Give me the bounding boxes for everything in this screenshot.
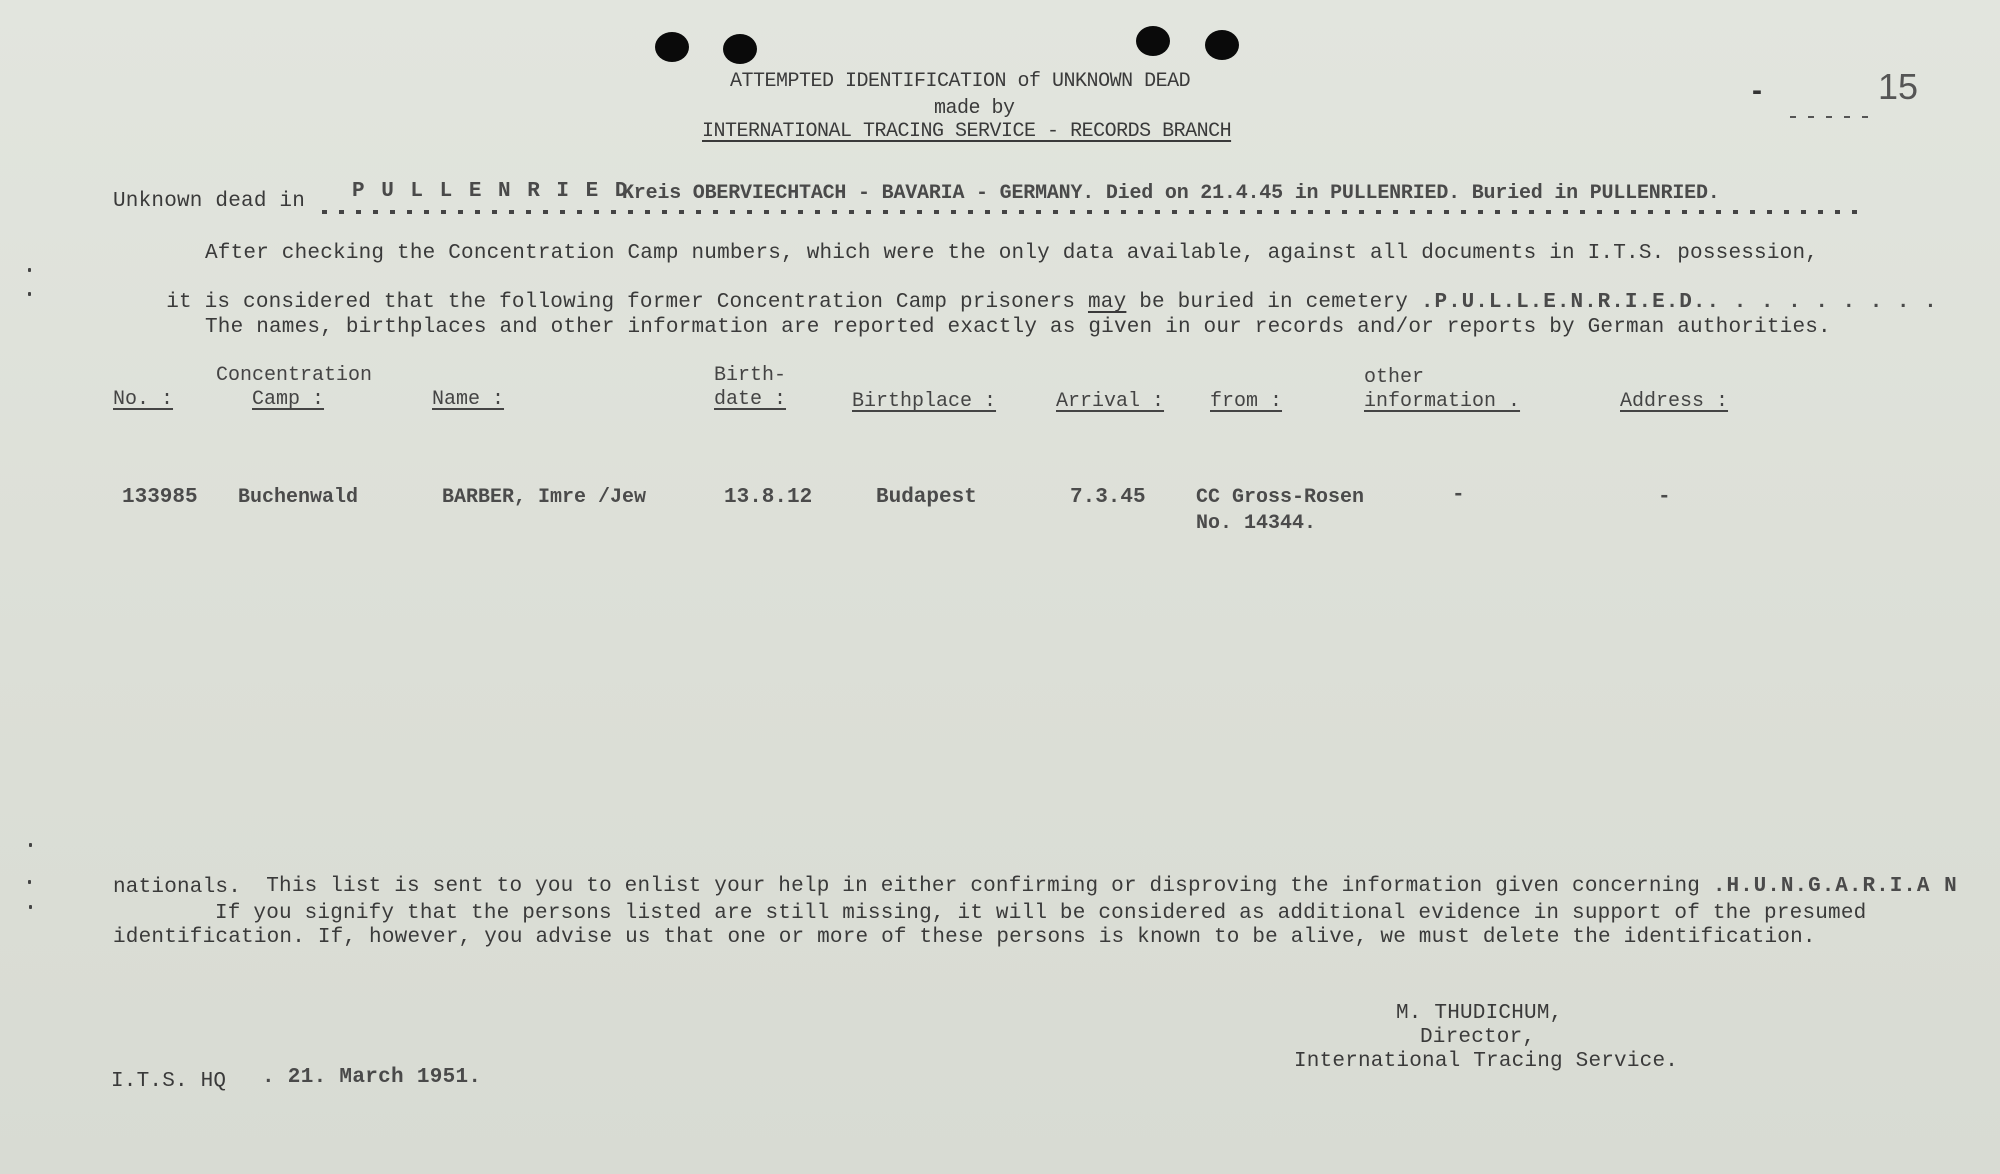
may-word: may (1087, 291, 1127, 314)
cell-arrival: 7.3.45 (1070, 486, 1146, 509)
cemetery-name: .P.U.L.L.E.N.R.I.E.D.. . . . . . . . . (1420, 291, 1938, 314)
margin-speck (29, 843, 32, 847)
closing-paragraph-2-line-2: identification. If, however, you advise us that one or more of these persons is known to be alive, we must delete the identification. (113, 926, 1816, 949)
location-details: Kreis OBERVIECHTACH - BAVARIA - GERMANY. Died on 21.4.45 in PULLENRIED. Buried in PULLENRIED. (622, 182, 1720, 205)
dotted-leader (322, 210, 1866, 214)
header-other-top: other (1364, 366, 1425, 389)
header-camp: Camp : (252, 388, 325, 411)
unknown-dead-label: Unknown dead in (113, 190, 306, 213)
cell-birthplace: Budapest (876, 486, 977, 509)
header-no: No. : (113, 388, 174, 411)
cell-birthdate: 13.8.12 (724, 486, 813, 509)
header-address: Address : (1620, 390, 1729, 413)
margin-speck (28, 880, 31, 884)
cell-no: 133985 (122, 486, 198, 509)
closing-paragraph-1-line-2: nationals. (113, 876, 242, 899)
made-by-line: made by (934, 97, 1015, 120)
cell-camp: Buchenwald (238, 486, 359, 509)
cell-other: - (1452, 484, 1465, 507)
signatory-org: International Tracing Service. (1294, 1050, 1679, 1073)
cell-address: - (1658, 486, 1671, 509)
margin-speck (29, 905, 32, 909)
punch-hole-4 (1205, 30, 1239, 60)
cell-from-line-2: No. 14344. (1196, 512, 1317, 535)
punch-hole-1 (655, 32, 689, 62)
page-mark: - (1752, 74, 1762, 107)
place-name: P U L L E N R I E D (352, 180, 630, 203)
header-birthdate: date : (714, 388, 787, 411)
punch-hole-3 (1136, 26, 1170, 56)
document-subtitle: INTERNATIONAL TRACING SERVICE - RECORDS BRANCH (702, 120, 1232, 143)
header-birthplace: Birthplace : (852, 390, 997, 413)
closing-paragraph-2-line-1: If you signify that the persons listed are still missing, it will be considered as additional evidence in support of the presumed (215, 902, 1867, 925)
header-birthdate-top: Birth- (714, 364, 787, 387)
paragraph-1-line-2-start: it is considered that the following former Concentration Camp prisoners (166, 291, 1076, 314)
punch-hole-2 (723, 34, 757, 64)
dateline-origin: I.T.S. HQ (111, 1070, 227, 1093)
document-title: ATTEMPTED IDENTIFICATION of UNKNOWN DEAD (730, 70, 1191, 93)
margin-speck (28, 268, 31, 272)
closing-text-1: This list is sent to you to enlist your help in either confirming or disproving the information given concerning (266, 875, 1701, 898)
signatory-title: Director, (1420, 1026, 1536, 1049)
header-from: from : (1210, 390, 1283, 413)
nationality: .H.U.N.G.A.R.I.A N (1712, 875, 1958, 898)
margin-speck (28, 292, 31, 296)
header-name: Name : (432, 388, 505, 411)
paragraph-1-line-1: After checking the Concentration Camp numbers, which were the only data available, against all documents in I.T.S. possession, (205, 242, 1819, 265)
cell-name: BARBER, Imre /Jew (442, 486, 647, 509)
cell-from-line-1: CC Gross-Rosen (1196, 486, 1365, 509)
paragraph-2: The names, birthplaces and other information are reported exactly as given in our records and/or reports by German authorities. (205, 316, 1831, 339)
paragraph-1-line-2-end: be buried in cemetery (1139, 291, 1409, 314)
header-other: information . (1364, 390, 1521, 413)
header-arrival: Arrival : (1056, 390, 1165, 413)
page-number-rule (1790, 116, 1880, 118)
page-number: 15 (1878, 66, 1919, 107)
header-camp-top: Concentration (216, 364, 373, 387)
dateline-date: . 21. March 1951. (262, 1066, 482, 1089)
signatory-name: M. THUDICHUM, (1396, 1002, 1563, 1025)
